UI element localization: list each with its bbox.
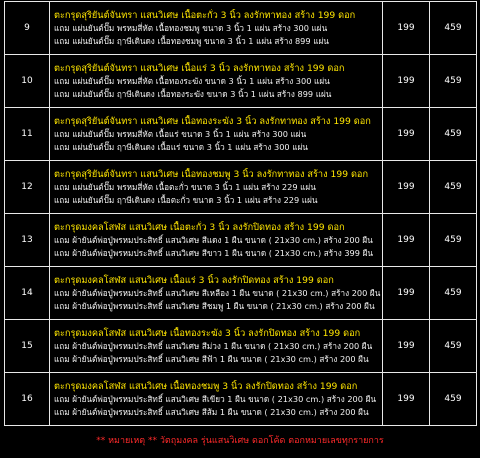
price-table-body — [5, 2, 477, 426]
item-bonus-line: แถม ผ้ายันต์พ่อปู่พรหมประสิทธิ์ แสนวิเศษ สีม่วง 1 ผืน ขนาด ( 21x30 cm.) สร้าง 200 ผืน — [54, 340, 373, 351]
table-row — [5, 373, 477, 426]
price-single: 199 — [383, 320, 430, 373]
item-title: ตะกรุดมงคลโสฬส แสนวิเศษ เนื้อทองระฆัง 3 นิ้ว ลงรักปิดทอง สร้าง 199 ดอก — [54, 327, 361, 339]
item-description — [50, 108, 383, 161]
item-bonus-line: แถม แผ่นยันต์ปั๊ม พรหมสี่หัต เนื้อตะกั่ว ขนาด 3 นิ้ว 1 แผ่น สร้าง 229 แผ่น — [54, 181, 316, 192]
item-bonus-line: แถม แผ่นยันต์ปั๊ม พรหมสี่หัต เนื้อทองระฆัง ขนาด 3 นิ้ว 1 แผ่น สร้าง 300 แผ่น — [54, 75, 330, 86]
item-bonus-line: แถม ผ้ายันต์พ่อปู่พรหมประสิทธิ์ แสนวิเศษ สีเหลือง 1 ผืน ขนาด ( 21x30 cm.) สร้าง 200 ผืน — [54, 287, 381, 298]
item-description — [50, 214, 383, 267]
item-title: ตะกรุดสุริยันต์จันทรา แสนวิเศษ เนื้อทองชมพู 3 นิ้ว ลงรักทาทอง สร้าง 199 ดอก — [54, 168, 369, 180]
item-title: ตะกรุดสุริยันต์จันทรา แสนวิเศษ เนื้อทองระฆัง 3 นิ้ว ลงรักทาทอง สร้าง 199 ดอก — [54, 115, 371, 127]
item-description — [50, 267, 383, 320]
price-set: 459 — [430, 161, 477, 214]
price-set: 459 — [430, 108, 477, 161]
table-row — [5, 214, 477, 267]
price-set: 459 — [430, 267, 477, 320]
row-number: 11 — [5, 108, 50, 161]
item-bonus-line: แถม ผ้ายันต์พ่อปู่พรหมประสิทธิ์ แสนวิเศษ สีชมพู 1 ผืน ขนาด ( 21x30 cm.) สร้าง 200 ผืน — [54, 300, 375, 311]
price-single: 199 — [383, 161, 430, 214]
item-bonus-line: แถม แผ่นยันต์ปั๊ม ฤาษีเดินดง เนื้อตะกั่ว ขนาด 3 นิ้ว 1 แผ่น สร้าง 229 แผ่น — [54, 194, 318, 205]
price-single: 199 — [383, 373, 430, 426]
price-single: 199 — [383, 55, 430, 108]
item-bonus-line: แถม แผ่นยันต์ปั๊ม พรหมสี่หัต เนื้อแร่ ขนาด 3 นิ้ว 1 แผ่น สร้าง 300 แผ่น — [54, 128, 307, 139]
item-bonus-line: แถม ผ้ายันต์พ่อปู่พรหมประสิทธิ์ แสนวิเศษ สีเขียว 1 ผืน ขนาด ( 21x30 cm.) สร้าง 200 ผืน — [54, 393, 376, 404]
price-single: 199 — [383, 214, 430, 267]
price-single: 199 — [383, 267, 430, 320]
footer-note: ** หมายเหตุ ** วัตถุมงคล รุ่นแสนวิเศษ ดอกโค้ด ตอกหมายเลขทุกรายการ — [96, 436, 384, 446]
price-set: 459 — [430, 373, 477, 426]
price-set: 459 — [430, 55, 477, 108]
item-bonus-line: แถม ผ้ายันต์พ่อปู่พรหมประสิทธิ์ แสนวิเศษ สีฟ้า 1 ผืน ขนาด ( 21x30 cm.) สร้าง 200 ผืน — [54, 353, 369, 364]
price-set: 459 — [430, 214, 477, 267]
item-bonus-line: แถม ผ้ายันต์พ่อปู่พรหมประสิทธิ์ แสนวิเศษ สีแดง 1 ผืน ขนาด ( 21x30 cm.) สร้าง 200 ผืน — [54, 234, 373, 245]
row-number: 13 — [5, 214, 50, 267]
item-bonus-line: แถม แผ่นยันต์ปั๊ม ฤาษีเดินดง เนื้อแร่ ขนาด 3 นิ้ว 1 แผ่น สร้าง 300 แผ่น — [54, 141, 308, 152]
price-single: 199 — [383, 2, 430, 55]
table-row — [5, 267, 477, 320]
item-description — [50, 320, 383, 373]
row-number: 10 — [5, 55, 50, 108]
item-title: ตะกรุดมงคลโสฬส แสนวิเศษ เนื้อแร่ 3 นิ้ว ลงรักปิดทอง สร้าง 199 ดอก — [54, 274, 334, 286]
price-table — [4, 1, 477, 426]
row-number: 9 — [5, 2, 50, 55]
item-bonus-line: แถม ผ้ายันต์พ่อปู่พรหมประสิทธิ์ แสนวิเศษ สีขาว 1 ผืน ขนาด ( 21x30 cm.) สร้าง 399 ผืน — [54, 247, 373, 258]
item-description — [50, 373, 383, 426]
item-description — [50, 2, 383, 55]
row-number: 15 — [5, 320, 50, 373]
item-description — [50, 161, 383, 214]
item-bonus-line: แถม แผ่นยันต์ปั๊ม พรหมสี่หัต เนื้อทองชมพู ขนาด 3 นิ้ว 1 แผ่น สร้าง 300 แผ่น — [54, 22, 328, 33]
row-number: 16 — [5, 373, 50, 426]
item-title: ตะกรุดสุริยันต์จันทรา แสนวิเศษ เนื้อแร่ 3 นิ้ว ลงรักทาทอง สร้าง 199 ดอก — [54, 62, 345, 74]
item-bonus-line: แถม ผ้ายันต์พ่อปู่พรหมประสิทธิ์ แสนวิเศษ สีส้ม 1 ผืน ขนาด ( 21x30 cm.) สร้าง 200 ผืน — [54, 406, 369, 417]
item-bonus-line: แถม แผ่นยันต์ปั๊ม ฤาษีเดินดง เนื้อทองชมพู ขนาด 3 นิ้ว 1 แผ่น สร้าง 899 แผ่น — [54, 35, 329, 46]
item-bonus-line: แถม แผ่นยันต์ปั๊ม ฤาษีเดินดง เนื้อทองระฆัง ขนาด 3 นิ้ว 1 แผ่น สร้าง 899 แผ่น — [54, 88, 332, 99]
table-row — [5, 55, 477, 108]
table-row — [5, 161, 477, 214]
price-set: 459 — [430, 2, 477, 55]
table-row — [5, 2, 477, 55]
row-number: 12 — [5, 161, 50, 214]
item-title: ตะกรุดมงคลโสฬส แสนวิเศษ เนื้อตะกั่ว 3 นิ้ว ลงรักปิดทอง สร้าง 199 ดอก — [54, 221, 345, 233]
item-description — [50, 55, 383, 108]
price-set: 459 — [430, 320, 477, 373]
item-title: ตะกรุดมงคลโสฬส แสนวิเศษ เนื้อทองชมพู 3 นิ้ว ลงรักปิดทอง สร้าง 199 ดอก — [54, 380, 358, 392]
row-number: 14 — [5, 267, 50, 320]
price-single: 199 — [383, 108, 430, 161]
item-title: ตะกรุดสุริยันต์จันทรา แสนวิเศษ เนื้อตะกั่ว 3 นิ้ว ลงรักทาทอง สร้าง 199 ดอก — [54, 9, 356, 21]
table-row — [5, 320, 477, 373]
table-row — [5, 108, 477, 161]
